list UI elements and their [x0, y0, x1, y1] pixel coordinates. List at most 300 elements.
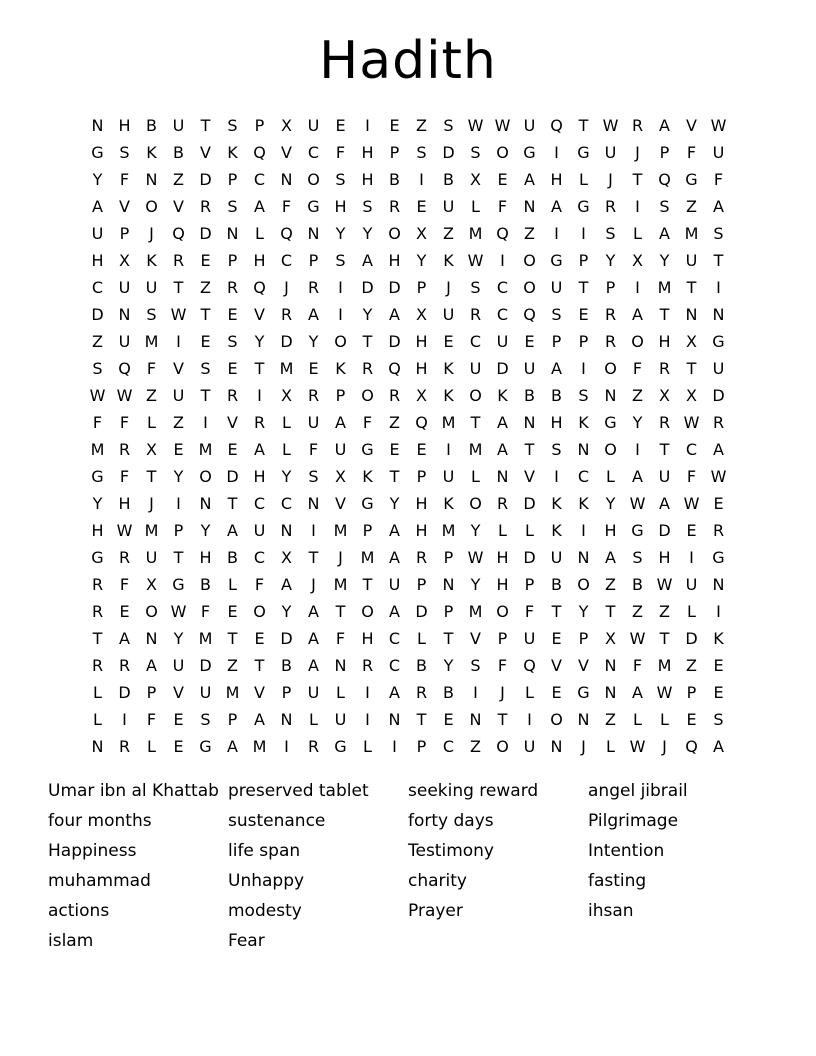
grid-letter: W: [116, 386, 133, 405]
grid-letter: Y: [173, 467, 184, 486]
grid-row: [84, 679, 732, 706]
grid-letter: Y: [443, 656, 454, 675]
grid-letter: E: [227, 440, 238, 459]
grid-letter: C: [253, 494, 266, 513]
grid-letter: N: [118, 305, 131, 324]
grid-letter: A: [713, 737, 724, 756]
grid-letter: C: [388, 656, 401, 675]
grid-letter: W: [629, 494, 646, 513]
grid-letter: T: [173, 548, 184, 567]
grid-letter: S: [632, 548, 643, 567]
grid-letter: A: [308, 629, 319, 648]
grid-letter: A: [389, 521, 400, 540]
grid-letter: V: [227, 413, 238, 432]
grid-letter: N: [145, 629, 158, 648]
grid-row: [84, 112, 732, 139]
grid-letter: W: [116, 521, 133, 540]
grid-letter: T: [659, 305, 670, 324]
word-list-item: life span: [228, 841, 301, 861]
word-list-item: Intention: [588, 841, 665, 861]
grid-letter: I: [365, 116, 370, 135]
grid-letter: E: [389, 116, 400, 135]
grid-letter: S: [551, 440, 562, 459]
grid-letter: R: [118, 548, 131, 567]
grid-letter: Q: [496, 224, 509, 243]
word-list-item: preserved tablet: [228, 781, 369, 801]
grid-letter: V: [578, 656, 589, 675]
grid-letter: S: [416, 143, 427, 162]
grid-letter: U: [442, 197, 455, 216]
word-list-item: actions: [48, 901, 110, 921]
grid-letter: Y: [578, 602, 589, 621]
grid-letter: H: [550, 413, 563, 432]
grid-letter: U: [442, 305, 455, 324]
grid-letter: T: [200, 386, 211, 405]
grid-letter: L: [282, 440, 291, 459]
grid-letter: Z: [416, 116, 427, 135]
grid-letter: I: [284, 737, 289, 756]
grid-letter: V: [551, 656, 562, 675]
grid-letter: S: [362, 197, 373, 216]
grid-letter: M: [441, 521, 456, 540]
grid-letter: N: [469, 710, 482, 729]
grid-letter: Q: [280, 224, 293, 243]
grid-letter: F: [632, 656, 643, 675]
grid-letter: X: [659, 386, 670, 405]
grid-letter: P: [659, 143, 670, 162]
grid-letter: S: [443, 116, 454, 135]
grid-letter: L: [498, 521, 507, 540]
grid-letter: A: [659, 224, 670, 243]
grid-letter: I: [635, 197, 640, 216]
grid-letter: E: [227, 602, 238, 621]
grid-letter: L: [282, 413, 291, 432]
grid-row: [84, 733, 732, 760]
grid-letter: I: [635, 278, 640, 297]
word-list-item: Testimony: [408, 841, 494, 861]
grid-letter: P: [146, 683, 157, 702]
grid-letter: K: [713, 629, 724, 648]
grid-letter: O: [577, 575, 590, 594]
grid-letter: N: [712, 305, 725, 324]
grid-letter: P: [686, 683, 697, 702]
grid-letter: X: [686, 386, 697, 405]
grid-letter: X: [632, 251, 643, 270]
grid-letter: Y: [200, 521, 211, 540]
grid-letter: P: [389, 143, 400, 162]
grid-letter: H: [415, 494, 428, 513]
grid-letter: L: [336, 683, 345, 702]
grid-letter: U: [523, 629, 536, 648]
word-list-item: fasting: [588, 871, 647, 891]
grid-letter: S: [470, 278, 481, 297]
grid-letter: I: [203, 413, 208, 432]
grid-letter: M: [468, 224, 483, 243]
grid-letter: O: [496, 143, 509, 162]
grid-letter: Q: [118, 359, 131, 378]
grid-letter: C: [280, 251, 293, 270]
grid-letter: U: [334, 710, 347, 729]
grid-letter: A: [335, 413, 346, 432]
grid-letter: F: [335, 629, 346, 648]
grid-letter: R: [307, 278, 320, 297]
grid-letter: Y: [254, 332, 265, 351]
grid-letter: B: [416, 656, 427, 675]
grid-letter: J: [149, 224, 154, 243]
grid-letter: Z: [686, 656, 697, 675]
grid-letter: Y: [470, 521, 481, 540]
grid-letter: V: [686, 116, 697, 135]
grid-row: [84, 328, 732, 355]
grid-letter: T: [335, 602, 346, 621]
grid-letter: L: [471, 467, 480, 486]
grid-letter: B: [443, 170, 454, 189]
grid-letter: T: [92, 629, 103, 648]
grid-row: [84, 355, 732, 382]
grid-letter: W: [467, 251, 484, 270]
grid-letter: R: [388, 386, 401, 405]
grid-letter: N: [604, 683, 617, 702]
grid-letter: U: [118, 278, 131, 297]
grid-row: [84, 517, 732, 544]
grid-letter: D: [226, 467, 239, 486]
grid-letter: G: [550, 251, 563, 270]
grid-letter: H: [334, 197, 347, 216]
grid-letter: U: [442, 467, 455, 486]
grid-letter: H: [361, 143, 374, 162]
grid-letter: F: [92, 413, 103, 432]
grid-letter: B: [389, 170, 400, 189]
grid-letter: I: [311, 521, 316, 540]
grid-letter: D: [523, 548, 536, 567]
grid-letter: J: [635, 143, 640, 162]
grid-letter: R: [226, 386, 239, 405]
grid-letter: E: [443, 710, 454, 729]
grid-letter: I: [527, 710, 532, 729]
grid-letter: U: [307, 683, 320, 702]
grid-letter: T: [632, 170, 643, 189]
grid-letter: H: [199, 548, 212, 567]
grid-letter: F: [362, 413, 373, 432]
grid-letter: T: [362, 332, 373, 351]
grid-letter: A: [713, 197, 724, 216]
grid-row: [84, 706, 732, 733]
grid-letter: D: [388, 332, 401, 351]
grid-letter: F: [119, 575, 130, 594]
grid-letter: I: [122, 710, 127, 729]
grid-letter: N: [388, 710, 401, 729]
grid-letter: Y: [335, 224, 346, 243]
grid-letter: R: [307, 737, 320, 756]
word-list-item: Pilgrimage: [588, 811, 679, 831]
grid-letter: O: [361, 386, 374, 405]
grid-letter: S: [227, 197, 238, 216]
grid-letter: A: [659, 494, 670, 513]
grid-letter: L: [525, 521, 534, 540]
grid-letter: O: [361, 602, 374, 621]
grid-letter: V: [335, 494, 346, 513]
grid-letter: L: [525, 683, 534, 702]
grid-letter: M: [360, 548, 375, 567]
grid-letter: B: [443, 683, 454, 702]
grid-letter: T: [497, 710, 508, 729]
grid-letter: Q: [415, 413, 428, 432]
grid-letter: Y: [632, 413, 643, 432]
grid-letter: S: [200, 710, 211, 729]
grid-letter: I: [176, 494, 181, 513]
grid-letter: H: [361, 170, 374, 189]
grid-letter: Y: [281, 467, 292, 486]
grid-letter: B: [551, 386, 562, 405]
grid-letter: W: [656, 575, 673, 594]
grid-letter: G: [604, 413, 617, 432]
grid-letter: W: [602, 116, 619, 135]
grid-letter: E: [551, 629, 562, 648]
grid-letter: T: [308, 548, 319, 567]
grid-letter: V: [254, 683, 265, 702]
grid-letter: D: [685, 629, 698, 648]
grid-letter: I: [716, 278, 721, 297]
grid-letter: C: [253, 548, 266, 567]
grid-letter: A: [551, 197, 562, 216]
grid-letter: W: [629, 737, 646, 756]
grid-letter: A: [497, 440, 508, 459]
grid-letter: R: [226, 278, 239, 297]
grid-letter: F: [119, 467, 130, 486]
grid-letter: I: [365, 710, 370, 729]
grid-letter: M: [441, 413, 456, 432]
grid-letter: E: [389, 440, 400, 459]
grid-letter: I: [716, 602, 721, 621]
grid-letter: Y: [605, 494, 616, 513]
grid-letter: D: [280, 332, 293, 351]
grid-row: [84, 139, 732, 166]
grid-letter: D: [415, 602, 428, 621]
grid-letter: N: [307, 224, 320, 243]
grid-row: [84, 598, 732, 625]
grid-letter: I: [419, 170, 424, 189]
grid-letter: Z: [200, 278, 211, 297]
grid-letter: U: [307, 116, 320, 135]
grid-letter: X: [119, 251, 130, 270]
grid-letter: Q: [253, 278, 266, 297]
grid-letter: U: [172, 116, 185, 135]
grid-letter: E: [173, 737, 184, 756]
grid-letter: R: [199, 197, 212, 216]
grid-letter: J: [284, 278, 289, 297]
grid-letter: E: [200, 332, 211, 351]
grid-letter: Y: [605, 251, 616, 270]
grid-letter: M: [333, 575, 348, 594]
grid-letter: G: [631, 521, 644, 540]
grid-letter: M: [684, 224, 699, 243]
grid-letter: P: [416, 278, 427, 297]
grid-row: [84, 490, 732, 517]
grid-letter: G: [361, 494, 374, 513]
grid-letter: W: [710, 116, 727, 135]
grid-letter: S: [308, 467, 319, 486]
grid-letter: C: [469, 332, 482, 351]
grid-letter: F: [713, 170, 724, 189]
grid-letter: G: [577, 197, 590, 216]
grid-letter: T: [686, 359, 697, 378]
grid-letter: H: [253, 251, 266, 270]
grid-letter: G: [199, 737, 212, 756]
grid-letter: I: [581, 521, 586, 540]
grid-letter: T: [551, 602, 562, 621]
grid-letter: D: [361, 278, 374, 297]
grid-letter: H: [415, 359, 428, 378]
grid-letter: R: [712, 521, 725, 540]
grid-letter: D: [523, 494, 536, 513]
grid-letter: J: [149, 494, 154, 513]
grid-letter: P: [335, 386, 346, 405]
grid-letter: K: [146, 251, 157, 270]
grid-letter: Y: [362, 305, 373, 324]
grid-letter: E: [308, 359, 319, 378]
grid-letter: K: [551, 521, 562, 540]
grid-letter: Y: [281, 602, 292, 621]
grid-letter: Y: [308, 332, 319, 351]
grid-letter: X: [146, 440, 157, 459]
grid-letter: U: [199, 683, 212, 702]
grid-letter: E: [254, 629, 265, 648]
word-list-item: ihsan: [588, 901, 634, 921]
grid-letter: L: [687, 602, 696, 621]
grid-letter: H: [91, 251, 104, 270]
grid-letter: Z: [632, 602, 643, 621]
grid-letter: N: [307, 494, 320, 513]
grid-letter: E: [497, 170, 508, 189]
grid-letter: T: [713, 251, 724, 270]
grid-letter: I: [257, 386, 262, 405]
grid-letter: W: [683, 413, 700, 432]
grid-letter: L: [633, 224, 642, 243]
grid-letter: M: [657, 656, 672, 675]
grid-row: [84, 544, 732, 571]
grid-letter: Z: [389, 413, 400, 432]
grid-letter: W: [683, 494, 700, 513]
grid-letter: L: [93, 683, 102, 702]
grid-letter: C: [496, 278, 509, 297]
grid-letter: P: [416, 737, 427, 756]
grid-letter: T: [524, 440, 535, 459]
grid-letter: E: [416, 440, 427, 459]
grid-letter: I: [176, 332, 181, 351]
grid-letter: E: [686, 521, 697, 540]
grid-letter: W: [656, 683, 673, 702]
grid-letter: O: [388, 224, 401, 243]
grid-letter: I: [554, 143, 559, 162]
grid-letter: N: [712, 575, 725, 594]
grid-letter: T: [578, 278, 589, 297]
grid-letter: I: [365, 683, 370, 702]
grid-letter: F: [200, 602, 211, 621]
grid-letter: I: [500, 251, 505, 270]
grid-letter: T: [659, 629, 670, 648]
grid-letter: A: [254, 710, 265, 729]
grid-letter: T: [362, 575, 373, 594]
grid-letter: E: [551, 683, 562, 702]
grid-letter: B: [632, 575, 643, 594]
grid-letter: C: [496, 305, 509, 324]
grid-letter: D: [91, 305, 104, 324]
grid-letter: L: [363, 737, 372, 756]
grid-letter: A: [227, 521, 238, 540]
grid-row: [84, 625, 732, 652]
page-title: Hadith: [319, 31, 497, 91]
grid-letter: U: [523, 737, 536, 756]
grid-letter: I: [392, 737, 397, 756]
grid-letter: G: [712, 548, 725, 567]
grid-letter: B: [281, 656, 292, 675]
grid-letter: O: [523, 251, 536, 270]
grid-letter: E: [713, 656, 724, 675]
grid-letter: H: [415, 332, 428, 351]
grid-letter: O: [604, 440, 617, 459]
grid-letter: P: [281, 683, 292, 702]
grid-letter: Y: [362, 224, 373, 243]
grid-letter: N: [685, 305, 698, 324]
word-search-grid: [84, 112, 732, 760]
grid-letter: H: [361, 629, 374, 648]
grid-row: [84, 274, 732, 301]
grid-letter: R: [118, 656, 131, 675]
grid-letter: Y: [92, 494, 103, 513]
grid-letter: K: [551, 494, 562, 513]
grid-letter: Q: [253, 143, 266, 162]
grid-letter: Y: [470, 575, 481, 594]
grid-letter: U: [172, 386, 185, 405]
grid-letter: D: [388, 278, 401, 297]
grid-letter: K: [146, 143, 157, 162]
grid-letter: U: [91, 224, 104, 243]
grid-letter: W: [170, 305, 187, 324]
grid-letter: V: [281, 143, 292, 162]
grid-letter: J: [311, 575, 316, 594]
grid-letter: R: [280, 305, 293, 324]
grid-letter: X: [470, 170, 481, 189]
grid-letter: P: [578, 251, 589, 270]
grid-letter: J: [662, 737, 667, 756]
grid-letter: P: [524, 575, 535, 594]
grid-letter: Z: [659, 602, 670, 621]
grid-letter: N: [604, 656, 617, 675]
grid-letter: J: [581, 737, 586, 756]
grid-letter: R: [91, 656, 104, 675]
grid-letter: W: [494, 116, 511, 135]
grid-letter: R: [361, 656, 374, 675]
grid-letter: N: [91, 737, 104, 756]
grid-letter: U: [253, 521, 266, 540]
grid-letter: E: [227, 305, 238, 324]
grid-letter: F: [119, 413, 130, 432]
grid-letter: M: [198, 629, 213, 648]
grid-letter: N: [577, 710, 590, 729]
grid-letter: H: [118, 116, 131, 135]
grid-letter: Y: [92, 170, 103, 189]
word-list-item: Unhappy: [228, 871, 305, 891]
grid-letter: O: [145, 197, 158, 216]
grid-letter: P: [416, 467, 427, 486]
grid-letter: N: [280, 170, 293, 189]
grid-letter: F: [686, 467, 697, 486]
grid-letter: E: [713, 494, 724, 513]
grid-letter: A: [254, 440, 265, 459]
grid-letter: A: [659, 116, 670, 135]
grid-letter: E: [416, 197, 427, 216]
grid-letter: X: [605, 629, 616, 648]
